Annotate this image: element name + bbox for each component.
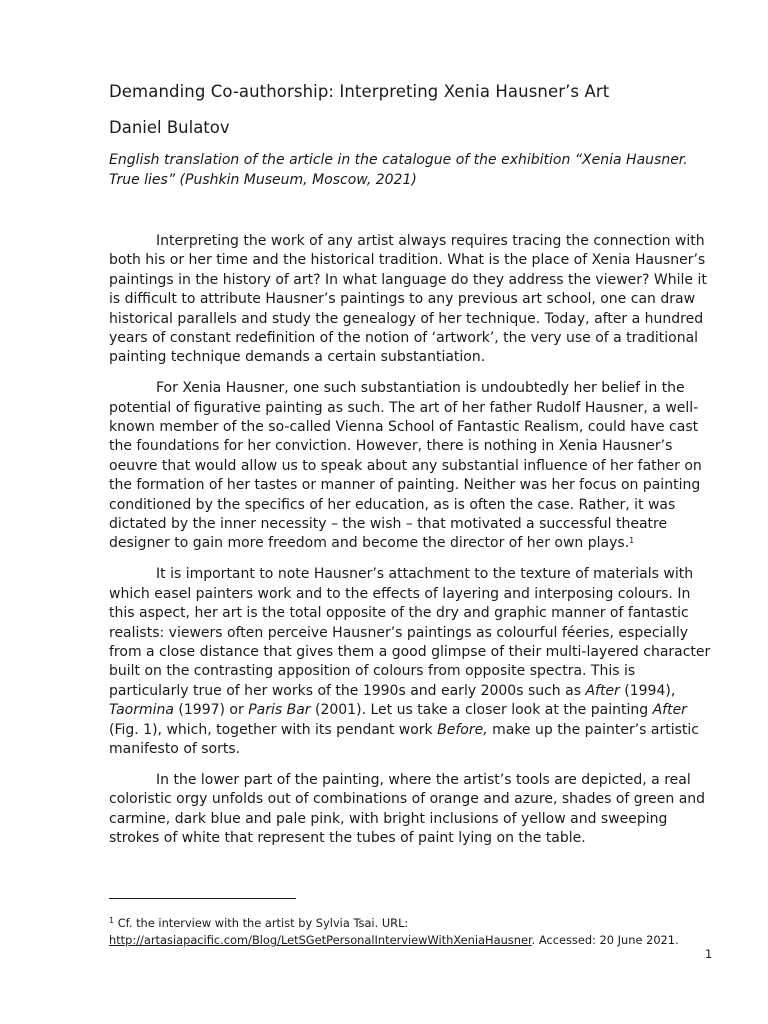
paragraph-4: In the lower part of the painting, where the artist’s tools are depicted, a real coloristic orgy unfolds out of combinations of orange and azure, shades of green and carmine, dark blue and pale pink, with bright inclusions of yellow and sweeping strokes of white that represent the tubes of paint lying on the table.	[109, 771, 706, 846]
artwork-title-after: After	[585, 682, 620, 699]
artwork-title-after-2: After	[652, 702, 687, 719]
article-subtitle: English translation of the article in the catalogue of the exhibition “Xenia Hausner. True lies” (Pushkin Museum, Moscow, 2021)	[109, 152, 688, 188]
artwork-title-before: Before,	[437, 721, 488, 738]
artwork-title-taormina: Taormina	[109, 702, 174, 719]
paragraph-3	[109, 565, 715, 759]
footnote-divider	[109, 898, 296, 899]
footnote-link[interactable]: http://artasiapacific.com/Blog/LetSGetPersonalInterviewWithXeniaHausner	[109, 933, 532, 947]
p3-text-3: (1997) or	[173, 702, 249, 719]
p3-text-4: (2001). Let us take a closer look at the painting	[310, 702, 653, 719]
footnote-text: Cf. the interview with the artist by Sylvia Tsai. URL:	[114, 916, 409, 930]
article-title: Demanding Co-authorship: Interpreting Xenia Hausner’s Art	[109, 82, 610, 101]
author-name: Daniel Bulatov	[109, 118, 230, 137]
p3-text-2: (1994),	[619, 682, 676, 699]
page-number: 1	[705, 947, 713, 961]
footnote	[109, 915, 719, 949]
footnote-accessed: . Accessed: 20 June 2021.	[531, 933, 679, 947]
footnote-number: 1	[109, 916, 115, 925]
p3-text-6: make up the painter’s artistic manifesto of sorts.	[109, 721, 699, 757]
artwork-title-paris-bar: Paris Bar	[248, 702, 311, 719]
footnote-ref[interactable]: 1	[629, 536, 635, 546]
article-body	[109, 232, 715, 860]
paragraph-2-text: For Xenia Hausner, one such substantiation is undoubtedly her belief in the potential of figurative painting as such. The art of her father Rudolf Hausner, a well-known member of the so-called Vienna School of Fantastic Realism, could have cast the foundations for her conviction. However, there is nothing in Xenia Hausner’s oeuvre that would allow us to speak about any substantial influence of her father on the formation of her tastes or manner of painting. Neither was her focus on painting conditioned by the specifics of her education, as is often the case. Rather, it was dictated by the inner necessity – the wish – that motivated a successful theatre designer to gain more freedom and become the director of her own plays.	[109, 380, 702, 552]
p3-text-5: (Fig. 1), which, together with its pendant work	[109, 721, 438, 738]
paragraph-2	[109, 379, 715, 554]
p3-text-1: It is important to note Hausner’s attachment to the texture of materials with which easel painters work and to the effects of layering and interposing colours. In this aspect, her art is the total opposite of the dry and graphic manner of fantastic realists: viewers often perceive Hausner’s paintings as colourful féeries, especially from a close distance that gives them a good glimpse of their multi-layered character built on the contrasting apposition of colours from opposite spectra. This is particularly true of her works of the 1990s and early 2000s such as	[109, 566, 711, 699]
paragraph-1: Interpreting the work of any artist always requires tracing the connection with both his or her time and the historical tradition. What is the place of Xenia Hausner’s paintings in the history of art? In what language do they address the viewer? While it is difficult to attribute Hausner’s paintings to any previous art school, one can draw historical parallels and study the genealogy of her technique. Today, after a hundred years of constant redefinition of the notion of ‘artwork’, the very use of a traditional painting technique demands a certain substantiation.	[109, 233, 707, 366]
